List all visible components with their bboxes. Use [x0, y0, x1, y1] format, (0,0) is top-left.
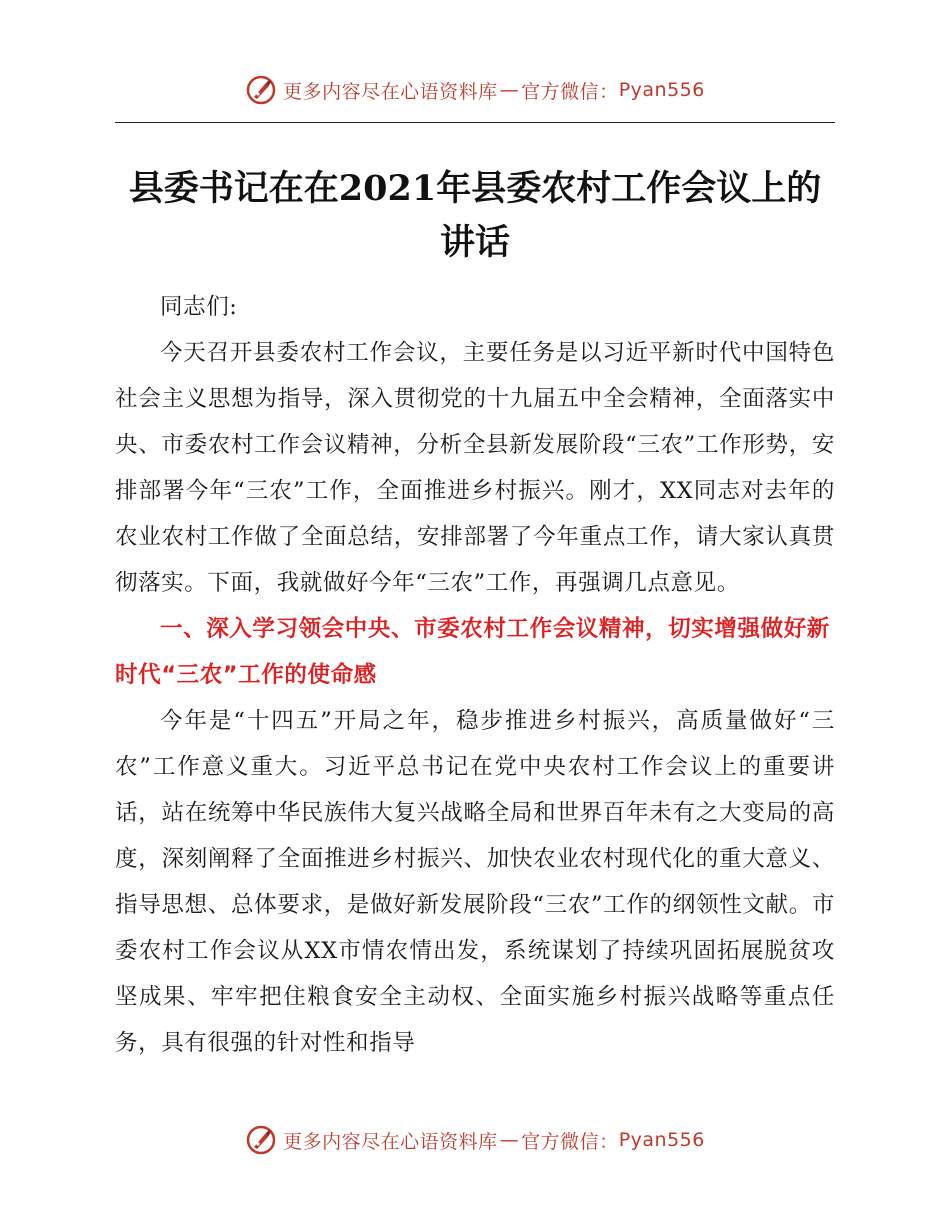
header-divider — [115, 122, 835, 123]
pen-nib-logo-icon — [245, 1124, 277, 1156]
banner-wechat-label: 官方微信： — [521, 80, 619, 103]
section-heading-1: 一、深入学习领会中央、市委农村工作会议精神，切实增强做好新时代“三农”工作的使命感 — [115, 616, 830, 688]
banner-text: 更多内容尽在心语资料库 — [283, 80, 498, 103]
header-banner — [0, 72, 950, 108]
banner-separator: — — [499, 1129, 520, 1151]
intro-paragraph: 今天召开县委农村工作会议，主要任务是以习近平新时代中国特色社会主义思想为指导，深入贯彻党的十九届五中全会精神，全面落实中央、市委农村工作会议精神，分析全县新发展阶段“三农”工作形势，安排部署今年“三农”工作，全面推进乡村振兴。刚才，XX同志对去年的农业农村工作做了全面总结，安排部署了今年重点工作，请大家认真贯彻落实。下面，我就做好今年“三农”工作，再强调几点意见。 — [115, 340, 835, 596]
banner-separator: — — [499, 79, 520, 101]
document-title: 县委书记在在2021年县委农村工作会议上的讲话 — [128, 168, 822, 263]
footer-banner — [0, 1122, 950, 1158]
document-body — [115, 284, 835, 1066]
section-1-paragraph: 今年是“十四五”开局之年，稳步推进乡村振兴，高质量做好“三农”工作意义重大。习近平总书记在党中央农村工作会议上的重要讲话，站在统筹中华民族伟大复兴战略全局和世界百年未有之大变局的高度，深刻阐释了全面推进乡村振兴、加快农业农村现代化的重大意义、指导思想、总体要求，是做好新发展阶段“三农”工作的纲领性文献。市委农村工作会议从XX市情农情出发，系统谋划了持续巩固拓展脱贫攻坚成果、牢牢把住粮食安全主动权、全面实施乡村振兴战略等重点任务，具有很强的针对性和指导 — [115, 708, 835, 1056]
banner-wechat-id: Pyan556 — [618, 79, 705, 101]
pen-nib-logo-icon — [245, 74, 277, 106]
banner-wechat-label: 官方微信： — [521, 1130, 619, 1153]
banner-wechat-id: Pyan556 — [618, 1129, 705, 1151]
greeting: 同志们: — [160, 294, 238, 320]
banner-text: 更多内容尽在心语资料库 — [283, 1130, 498, 1153]
